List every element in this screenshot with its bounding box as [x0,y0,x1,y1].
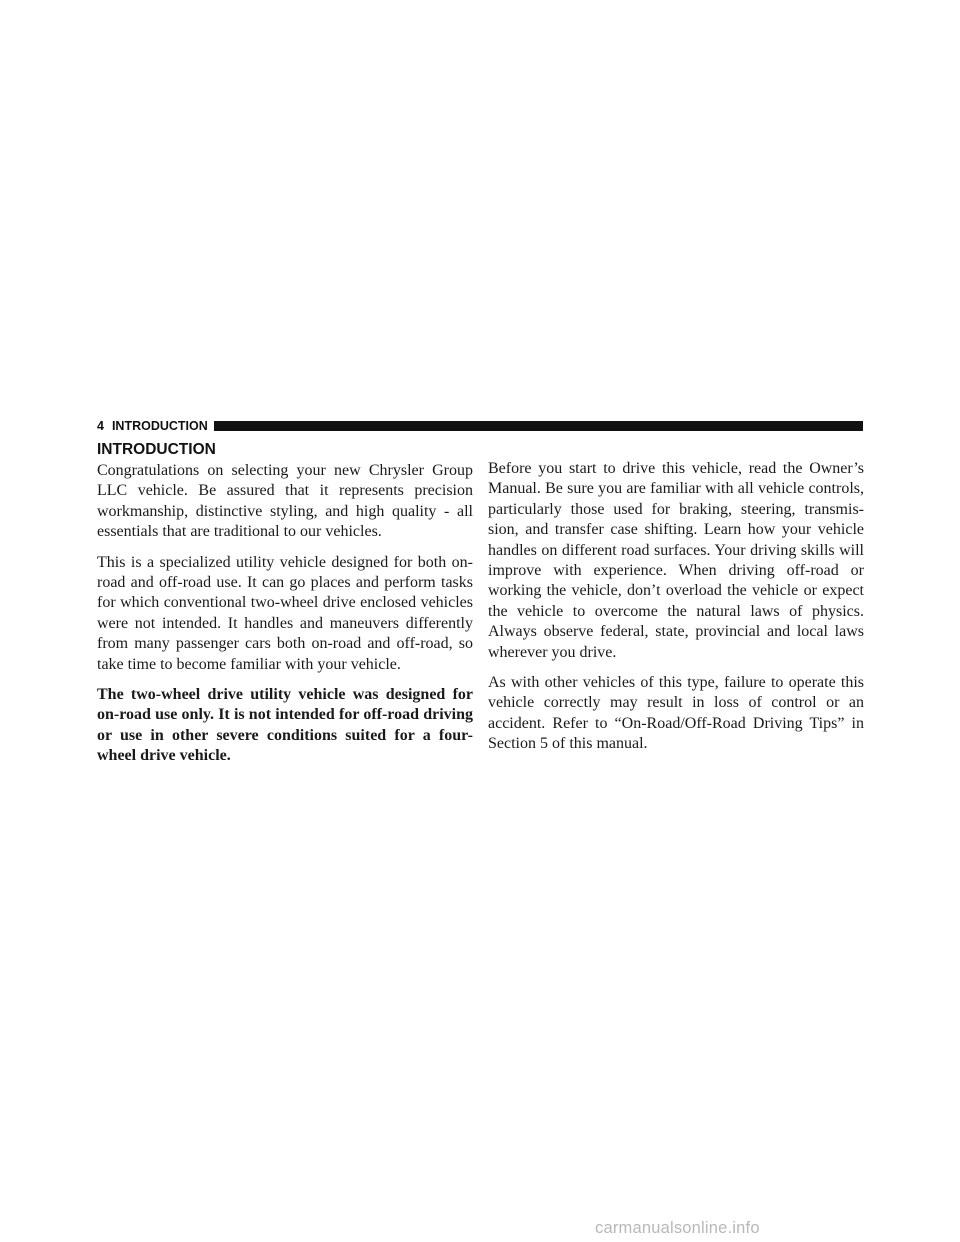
right-paragraph-1: Before you start to drive this vehicle, read the Owner’s Manual. Be sure you are familiar with all vehicle controls, particularly those used for braking, steering, transmis-sion, and transfer case shifting. Learn how your vehicle handles on different road surfaces. Your driving skills will improve with experience. When driving off-road or working the vehicle, don’t overload the vehicle or expect the vehicle to overcome the natural laws of physics. Always observe federal, state, provincial and local laws wherever you drive. [488,460,864,661]
left-column [97,440,473,777]
running-header [97,418,863,434]
two-wheel-drive-warning: The two-wheel drive utility vehicle was designed for on-road use only. It is not intended for off-road driving or use in other severe conditions suited for a four-wheel drive vehicle. [97,686,473,765]
intro-paragraph-1: Congratulations on selecting your new Chrysler Group LLC vehicle. Be assured that it represents precision workmanship, distinctive styling, and high quality - all essentials that are traditional to our vehicles. [97,462,473,541]
right-paragraph-2: As with other vehicles of this type, failure to operate this vehicle correctly may result in loss of control or an accident. Refer to “On-Road/Off-Road Driving Tips” in Section 5 of this manual. [488,674,864,753]
intro-paragraph-2: This is a specialized utility vehicle designed for both on-road and off-road use. It can go places and perform tasks for which conventional two-wheel drive enclosed vehicles were not intended. It handles and maneuvers differently from many passenger cars both on-road and off-road, so take time to become familiar with your vehicle. [97,553,473,673]
watermark: carmanualsonline.info [595,1219,760,1237]
header-rule [214,421,863,431]
running-title: INTRODUCTION [111,419,208,433]
section-title: INTRODUCTION [97,441,216,458]
page-number: 4 [97,419,104,433]
right-column [488,459,864,765]
